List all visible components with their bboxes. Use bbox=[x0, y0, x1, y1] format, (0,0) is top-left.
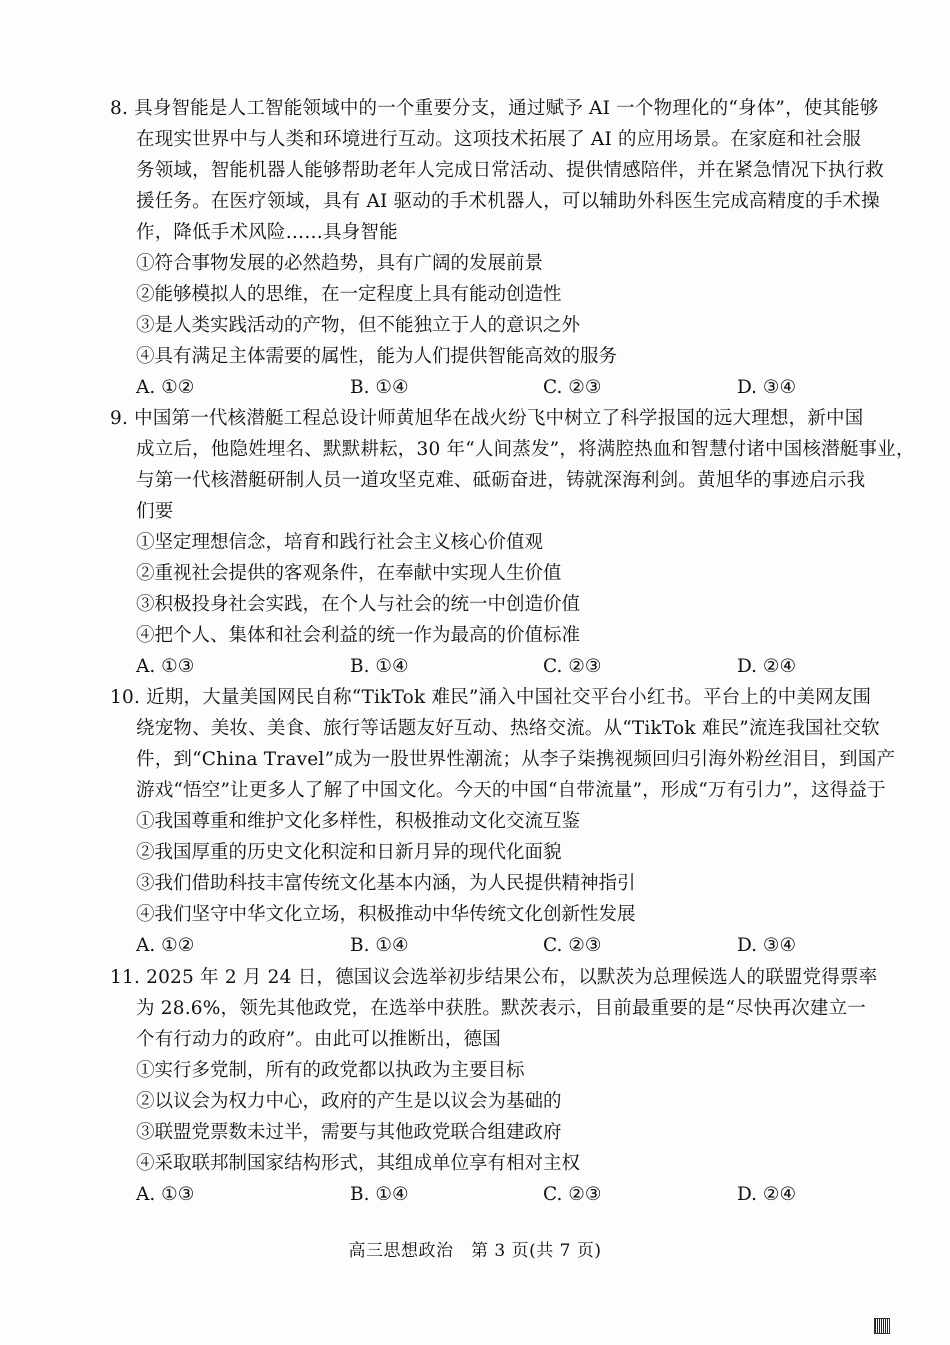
question-8-choice-d[interactable]: D. ③④ bbox=[737, 377, 797, 398]
question-11-line-1: 11. 2025 年 2 月 24 日，德国议会选举初步结果公布，以默茨为总理候选人的联盟党得票率 bbox=[110, 967, 878, 988]
question-10-choice-d[interactable]: D. ③④ bbox=[737, 935, 797, 956]
question-9 bbox=[110, 403, 915, 682]
question-11-option-2: ②以议会为权力中心，政府的产生是以议会为基础的 bbox=[136, 1091, 562, 1112]
question-9-option-4: ④把个人、集体和社会利益的统一作为最高的价值标准 bbox=[136, 625, 581, 646]
question-8-option-2: ②能够模拟人的思维，在一定程度上具有能动创造性 bbox=[136, 284, 562, 305]
question-10-option-4: ④我们坚守中华文化立场，积极推动中华传统文化创新性发展 bbox=[136, 904, 636, 925]
question-9-choice-d[interactable]: D. ②④ bbox=[737, 656, 797, 677]
question-8-option-3: ③是人类实践活动的产物，但不能独立于人的意识之外 bbox=[136, 315, 581, 336]
question-10 bbox=[110, 682, 896, 961]
question-9-choice-a[interactable]: A. ①③ bbox=[136, 656, 195, 677]
question-8-choice-b[interactable]: B. ①④ bbox=[350, 377, 409, 398]
question-10-line-1: 10. 近期，大量美国网民自称“TikTok 难民”涌入中国社交平台小红书。平台上的中美网友围 bbox=[110, 687, 872, 708]
question-8-line-3: 务领域，智能机器人能够帮助老年人完成日常活动、提供情感陪伴，并在紧急情况下执行救 bbox=[136, 160, 885, 181]
question-8-choice-a[interactable]: A. ①② bbox=[136, 377, 195, 398]
page-footer: 高三思想政治 第 3 页(共 7 页) bbox=[348, 1241, 602, 1261]
question-8-choice-c[interactable]: C. ②③ bbox=[543, 377, 602, 398]
question-9-option-3: ③积极投身社会实践，在个人与社会的统一中创造价值 bbox=[136, 594, 581, 615]
question-9-choice-c[interactable]: C. ②③ bbox=[543, 656, 602, 677]
question-8-line-5: 作，降低手术风险……具身智能 bbox=[136, 222, 398, 243]
question-11-line-2: 为 28.6%，领先其他政党，在选举中获胜。默茨表示，目前最重要的是“尽快再次建立一 bbox=[136, 998, 867, 1019]
question-9-option-2: ②重视社会提供的客观条件，在奉献中实现人生价值 bbox=[136, 563, 562, 584]
question-11-option-1: ①实行多党制，所有的政党都以执政为主要目标 bbox=[136, 1060, 525, 1081]
question-11-choice-d[interactable]: D. ②④ bbox=[737, 1184, 797, 1205]
question-10-stem bbox=[110, 682, 880, 713]
question-8-option-1: ①符合事物发展的必然趋势，具有广阔的发展前景 bbox=[136, 253, 544, 274]
question-9-line-3: 与第一代核潜艇研制人员一道攻坚克难、砥砺奋进，铸就深海利剑。黄旭华的事迹启示我 bbox=[136, 470, 866, 491]
question-11-line-3: 个有行动力的政府”。由此可以推断出，德国 bbox=[136, 1029, 501, 1050]
question-10-choice-b[interactable]: B. ①④ bbox=[350, 935, 409, 956]
question-9-option-1: ①坚定理想信念，培育和践行社会主义核心价值观 bbox=[136, 532, 544, 553]
question-11-choice-a[interactable]: A. ①③ bbox=[136, 1184, 195, 1205]
question-11-choices bbox=[110, 1179, 880, 1210]
question-9-line-1: 9. 中国第一代核潜艇工程总设计师黄旭华在战火纷飞中树立了科学报国的远大理想，新中国 bbox=[110, 408, 864, 429]
question-11-option-3: ③联盟党票数未过半，需要与其他政党联合组建政府 bbox=[136, 1122, 562, 1143]
question-8-line-4: 援任务。在医疗领域，具有 AI 驱动的手术机器人，可以辅助外科医生完成高精度的手术操 bbox=[136, 191, 880, 212]
qr-code-icon bbox=[874, 1318, 890, 1334]
question-10-option-3: ③我们借助科技丰富传统文化基本内涵，为人民提供精神指引 bbox=[136, 873, 636, 894]
question-9-stem bbox=[110, 403, 880, 434]
question-10-option-2: ②我国厚重的历史文化积淀和日新月异的现代化面貌 bbox=[136, 842, 562, 863]
question-10-choice-c[interactable]: C. ②③ bbox=[543, 935, 602, 956]
question-8-choices bbox=[110, 372, 880, 403]
question-11 bbox=[110, 962, 880, 1210]
question-8-line-2: 在现实世界中与人类和环境进行互动。这项技术拓展了 AI 的应用场景。在家庭和社会服 bbox=[136, 129, 862, 150]
question-11-option-4: ④采取联邦制国家结构形式，其组成单位享有相对主权 bbox=[136, 1153, 581, 1174]
question-10-line-2: 绕宠物、美妆、美食、旅行等话题友好互动、热络交流。从“TikTok 难民”流连我国社交软 bbox=[136, 718, 880, 739]
question-11-choice-c[interactable]: C. ②③ bbox=[543, 1184, 602, 1205]
question-8-stem bbox=[110, 93, 880, 150]
question-9-choice-b[interactable]: B. ①④ bbox=[350, 656, 409, 677]
question-8 bbox=[110, 93, 885, 403]
question-10-choice-a[interactable]: A. ①② bbox=[136, 935, 195, 956]
question-10-line-4: 游戏“悟空”让更多人了解了中国文化。今天的中国“自带流量”，形成“万有引力”，这得益于 bbox=[136, 780, 886, 801]
question-11-stem bbox=[110, 962, 880, 993]
question-8-option-4: ④具有满足主体需要的属性，能为人们提供智能高效的服务 bbox=[136, 346, 618, 367]
question-8-line-1: 8. 具身智能是人工智能领域中的一个重要分支，通过赋予 AI 一个物理化的“身体”，使其能够 bbox=[110, 98, 879, 119]
question-9-line-4: 们要 bbox=[136, 501, 174, 522]
question-9-choices bbox=[110, 651, 880, 682]
question-10-option-1: ①我国尊重和维护文化多样性，积极推动文化交流互鉴 bbox=[136, 811, 581, 832]
question-10-line-3: 件，到“China Travel”成为一股世界性潮流；从李子柒携视频回归引海外粉丝泪目，到国产 bbox=[136, 749, 896, 770]
question-9-line-2: 成立后，他隐姓埋名、默默耕耘，30 年“人间蒸发”，将满腔热血和智慧付诸中国核潜艇事业， bbox=[136, 439, 915, 460]
question-11-choice-b[interactable]: B. ①④ bbox=[350, 1184, 409, 1205]
question-10-choices bbox=[110, 930, 880, 961]
